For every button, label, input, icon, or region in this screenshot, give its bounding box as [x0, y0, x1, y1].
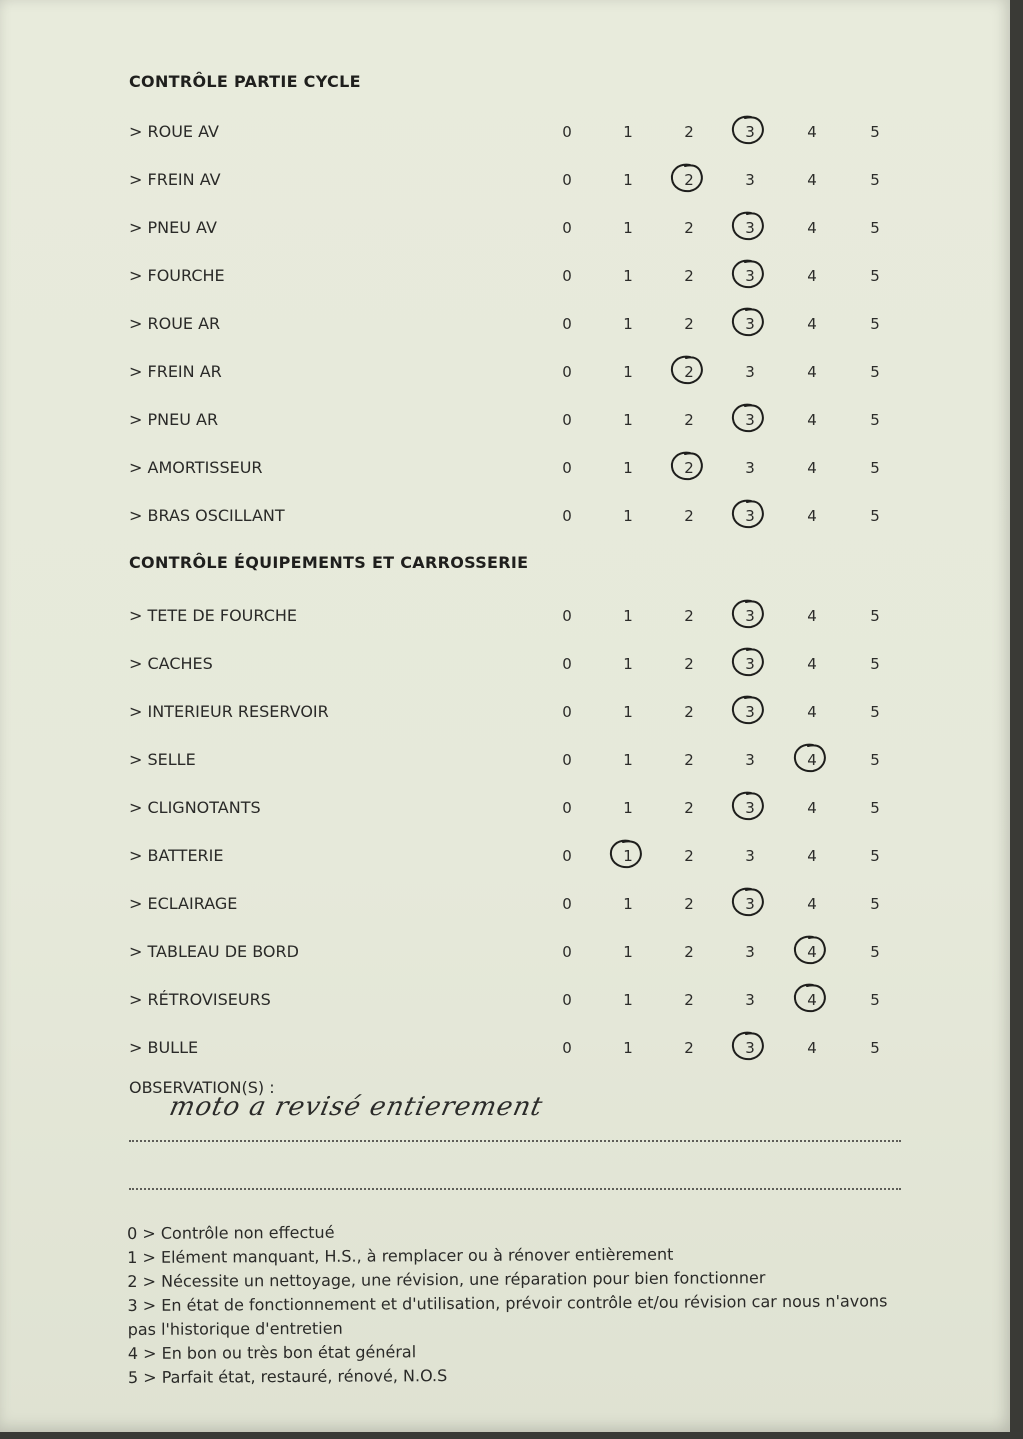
rating-option-value: 4	[807, 607, 817, 625]
rating-option-value: 1	[623, 411, 633, 429]
rating-option-value: 1	[623, 991, 633, 1009]
rating-option-value: 2	[684, 703, 694, 721]
rating-option-value: 3	[745, 655, 755, 673]
rating-option-4[interactable]	[797, 168, 827, 192]
rating-option-value: 3	[745, 363, 755, 381]
rating-option-value: 1	[623, 459, 633, 477]
rating-option-4[interactable]	[797, 748, 827, 772]
row-fourche	[129, 262, 909, 292]
row-label: > ROUE AV	[129, 122, 219, 141]
rating-option-value: 1	[623, 895, 633, 913]
rating-option-value: 2	[684, 459, 694, 477]
rating-option-value: 3	[745, 507, 755, 525]
rating-option-4[interactable]	[797, 456, 827, 480]
rating-option-5[interactable]	[860, 988, 890, 1012]
rating-option-5[interactable]	[860, 748, 890, 772]
rating-option-value: 5	[870, 411, 880, 429]
row-label: > ECLAIRAGE	[129, 894, 238, 913]
rating-option-value: 0	[562, 703, 572, 721]
rating-option-1[interactable]	[613, 168, 643, 192]
rating-option-4[interactable]	[797, 264, 827, 288]
rating-option-value: 0	[562, 171, 572, 189]
rating-option-value: 3	[745, 991, 755, 1009]
row-label: > BULLE	[129, 1038, 199, 1057]
rating-option-value: 3	[745, 1039, 755, 1057]
rating-option-value: 3	[745, 123, 755, 141]
rating-option-value: 4	[807, 655, 817, 673]
rating-option-1[interactable]	[613, 940, 643, 964]
rating-option-2[interactable]	[674, 652, 704, 676]
rating-option-0[interactable]	[552, 892, 582, 916]
rating-option-value: 4	[807, 703, 817, 721]
rating-option-3[interactable]	[735, 652, 765, 676]
row-label: > SELLE	[129, 750, 196, 769]
rating-option-4[interactable]	[797, 360, 827, 384]
row-label: > PNEU AV	[129, 218, 217, 237]
rating-option-value: 4	[807, 943, 817, 961]
rating-option-value: 0	[562, 363, 572, 381]
rating-option-value: 4	[807, 507, 817, 525]
rating-option-0[interactable]	[552, 1036, 582, 1060]
rating-option-0[interactable]	[552, 652, 582, 676]
rating-option-value: 1	[623, 123, 633, 141]
rating-option-4[interactable]	[797, 604, 827, 628]
section-title-cycle: CONTRÔLE PARTIE CYCLE	[129, 72, 361, 91]
rating-option-3[interactable]	[735, 168, 765, 192]
rating-option-2[interactable]	[674, 504, 704, 528]
row-batterie	[129, 842, 909, 872]
rating-option-value: 1	[623, 943, 633, 961]
rating-option-2[interactable]	[674, 796, 704, 820]
rating-option-4[interactable]	[797, 652, 827, 676]
rating-option-value: 1	[623, 315, 633, 333]
rating-option-1[interactable]	[613, 312, 643, 336]
rating-option-value: 0	[562, 943, 572, 961]
rating-option-value: 1	[623, 607, 633, 625]
rating-option-value: 0	[562, 267, 572, 285]
rating-option-3[interactable]	[735, 892, 765, 916]
row-pneu-ar	[129, 406, 909, 436]
row-bulle	[129, 1034, 909, 1064]
observations-label: OBSERVATION(S) :	[129, 1078, 275, 1097]
rating-option-5[interactable]	[860, 264, 890, 288]
rating-option-value: 4	[807, 363, 817, 381]
rating-option-4[interactable]	[797, 312, 827, 336]
rating-option-value: 4	[807, 171, 817, 189]
rating-option-value: 4	[807, 991, 817, 1009]
rating-option-value: 1	[623, 507, 633, 525]
rating-option-value: 5	[870, 219, 880, 237]
row-tete-de-fourche	[129, 602, 909, 632]
rating-option-5[interactable]	[860, 1036, 890, 1060]
rating-option-value: 3	[745, 943, 755, 961]
observations-line-2	[129, 1186, 901, 1190]
rating-option-2[interactable]	[674, 892, 704, 916]
rating-option-2[interactable]	[674, 216, 704, 240]
rating-option-4[interactable]	[797, 408, 827, 432]
rating-option-value: 2	[684, 751, 694, 769]
rating-option-value: 1	[623, 363, 633, 381]
rating-option-value: 2	[684, 411, 694, 429]
rating-option-1[interactable]	[613, 796, 643, 820]
rating-option-5[interactable]	[860, 652, 890, 676]
row-bras-oscillant	[129, 502, 909, 532]
row-label: > AMORTISSEUR	[129, 458, 263, 477]
rating-option-value: 0	[562, 751, 572, 769]
rating-option-3[interactable]	[735, 120, 765, 144]
rating-option-value: 1	[623, 267, 633, 285]
rating-option-0[interactable]	[552, 408, 582, 432]
row-label: > TABLEAU DE BORD	[129, 942, 299, 961]
rating-option-value: 5	[870, 943, 880, 961]
rating-option-value: 0	[562, 655, 572, 673]
legend-item-3: 3 > En état de fonctionnement et d'utilisation, prévoir contrôle et/ou révision car nous n'avons pas l'historique d'entretien	[127, 1291, 888, 1339]
rating-option-value: 5	[870, 847, 880, 865]
rating-option-value: 5	[870, 1039, 880, 1057]
rating-option-3[interactable]	[735, 988, 765, 1012]
rating-option-4[interactable]	[797, 700, 827, 724]
row-label: > ROUE AR	[129, 314, 221, 333]
rating-option-3[interactable]	[735, 604, 765, 628]
rating-option-value: 4	[807, 315, 817, 333]
row-label: > BRAS OSCILLANT	[129, 506, 285, 525]
rating-option-value: 0	[562, 847, 572, 865]
rating-option-1[interactable]	[613, 844, 643, 868]
rating-option-3[interactable]	[735, 748, 765, 772]
rating-option-1[interactable]	[613, 120, 643, 144]
rating-option-value: 0	[562, 219, 572, 237]
rating-option-value: 4	[807, 267, 817, 285]
rating-option-5[interactable]	[860, 940, 890, 964]
rating-option-value: 5	[870, 459, 880, 477]
rating-option-3[interactable]	[735, 1036, 765, 1060]
rating-option-3[interactable]	[735, 844, 765, 868]
rating-option-value: 2	[684, 943, 694, 961]
rating-option-value: 5	[870, 363, 880, 381]
rating-option-0[interactable]	[552, 796, 582, 820]
rating-option-1[interactable]	[613, 988, 643, 1012]
rating-option-4[interactable]	[797, 988, 827, 1012]
rating-option-value: 3	[745, 799, 755, 817]
rating-option-value: 2	[684, 507, 694, 525]
rating-option-1[interactable]	[613, 1036, 643, 1060]
rating-option-value: 5	[870, 655, 880, 673]
rating-option-2[interactable]	[674, 360, 704, 384]
row-caches	[129, 650, 909, 680]
rating-option-value: 0	[562, 411, 572, 429]
rating-option-value: 3	[745, 847, 755, 865]
rating-option-value: 5	[870, 607, 880, 625]
row-frein-av	[129, 166, 909, 196]
rating-option-value: 2	[684, 991, 694, 1009]
rating-option-value: 5	[870, 703, 880, 721]
rating-option-2[interactable]	[674, 1036, 704, 1060]
rating-option-value: 5	[870, 799, 880, 817]
rating-option-4[interactable]	[797, 1036, 827, 1060]
rating-option-4[interactable]	[797, 844, 827, 868]
legend-item-4: 4 > En bon ou très bon état général	[127, 1342, 417, 1363]
section-title-equipment: CONTRÔLE ÉQUIPEMENTS ET CARROSSERIE	[129, 553, 529, 572]
rating-option-2[interactable]	[674, 456, 704, 480]
rating-option-value: 3	[745, 703, 755, 721]
rating-legend	[127, 1217, 908, 1390]
rating-option-3[interactable]	[735, 504, 765, 528]
row-label: > CACHES	[129, 654, 213, 673]
row-clignotants	[129, 794, 909, 824]
rating-option-0[interactable]	[552, 360, 582, 384]
rating-option-5[interactable]	[860, 216, 890, 240]
observations-handwritten-text: moto a revisé entierement	[166, 1092, 546, 1122]
row-amortisseur	[129, 454, 909, 484]
rating-option-2[interactable]	[674, 408, 704, 432]
row-tableau-de-bord	[129, 938, 909, 968]
rating-option-5[interactable]	[860, 456, 890, 480]
rating-option-5[interactable]	[860, 312, 890, 336]
rating-option-5[interactable]	[860, 700, 890, 724]
row-eclairage	[129, 890, 909, 920]
rating-option-value: 3	[745, 751, 755, 769]
rating-option-value: 2	[684, 171, 694, 189]
row-label: > TETE DE FOURCHE	[129, 606, 297, 625]
rating-option-5[interactable]	[860, 120, 890, 144]
rating-option-value: 0	[562, 991, 572, 1009]
rating-option-value: 4	[807, 751, 817, 769]
row-label: > FOURCHE	[129, 266, 225, 285]
rating-option-value: 0	[562, 1039, 572, 1057]
rating-option-0[interactable]	[552, 988, 582, 1012]
rating-option-4[interactable]	[797, 892, 827, 916]
rating-option-0[interactable]	[552, 504, 582, 528]
rating-option-value: 4	[807, 411, 817, 429]
rating-option-value: 3	[745, 219, 755, 237]
rating-option-3[interactable]	[735, 312, 765, 336]
rating-option-4[interactable]	[797, 216, 827, 240]
rating-option-value: 2	[684, 267, 694, 285]
rating-option-1[interactable]	[613, 604, 643, 628]
rating-option-1[interactable]	[613, 408, 643, 432]
rating-option-2[interactable]	[674, 748, 704, 772]
rating-option-value: 5	[870, 171, 880, 189]
rating-option-0[interactable]	[552, 312, 582, 336]
rating-option-1[interactable]	[613, 748, 643, 772]
rating-option-1[interactable]	[613, 360, 643, 384]
rating-option-value: 2	[684, 655, 694, 673]
rating-option-4[interactable]	[797, 940, 827, 964]
rating-option-5[interactable]	[860, 796, 890, 820]
rating-option-value: 5	[870, 123, 880, 141]
rating-option-value: 5	[870, 315, 880, 333]
rating-option-value: 1	[623, 171, 633, 189]
rating-option-5[interactable]	[860, 360, 890, 384]
rating-option-0[interactable]	[552, 700, 582, 724]
rating-option-value: 0	[562, 123, 572, 141]
rating-option-value: 4	[807, 847, 817, 865]
rating-option-3[interactable]	[735, 264, 765, 288]
rating-option-value: 4	[807, 895, 817, 913]
row-label: > CLIGNOTANTS	[129, 798, 261, 817]
rating-option-value: 0	[562, 507, 572, 525]
rating-option-0[interactable]	[552, 264, 582, 288]
rating-option-2[interactable]	[674, 120, 704, 144]
rating-option-0[interactable]	[552, 216, 582, 240]
rating-option-1[interactable]	[613, 216, 643, 240]
row-label: > FREIN AR	[129, 362, 222, 381]
rating-option-value: 2	[684, 363, 694, 381]
rating-option-value: 4	[807, 799, 817, 817]
rating-option-1[interactable]	[613, 652, 643, 676]
rating-option-1[interactable]	[613, 700, 643, 724]
rating-option-5[interactable]	[860, 892, 890, 916]
rating-option-value: 0	[562, 895, 572, 913]
rating-option-value: 2	[684, 123, 694, 141]
rating-option-value: 5	[870, 267, 880, 285]
row-interieur-reservoir	[129, 698, 909, 728]
row-roue-av	[129, 118, 909, 148]
rating-option-value: 4	[807, 459, 817, 477]
rating-option-value: 0	[562, 799, 572, 817]
legend-item-2: 2 > Nécessite un nettoyage, une révision, une réparation pour bien fonctionner	[127, 1268, 766, 1291]
rating-option-0[interactable]	[552, 168, 582, 192]
rating-option-0[interactable]	[552, 940, 582, 964]
rating-option-0[interactable]	[552, 120, 582, 144]
rating-option-value: 3	[745, 315, 755, 333]
rating-option-3[interactable]	[735, 408, 765, 432]
rating-option-3[interactable]	[735, 360, 765, 384]
legend-item-0: 0 > Contrôle non effectué	[127, 1222, 335, 1243]
rating-option-0[interactable]	[552, 456, 582, 480]
rating-option-0[interactable]	[552, 844, 582, 868]
row-label: > PNEU AR	[129, 410, 219, 429]
rating-option-value: 3	[745, 459, 755, 477]
rating-option-2[interactable]	[674, 988, 704, 1012]
rating-option-value: 5	[870, 895, 880, 913]
rating-option-2[interactable]	[674, 168, 704, 192]
row-frein-ar	[129, 358, 909, 388]
rating-option-value: 1	[623, 655, 633, 673]
rating-option-value: 2	[684, 895, 694, 913]
rating-option-value: 3	[745, 267, 755, 285]
rating-option-1[interactable]	[613, 264, 643, 288]
rating-option-value: 1	[623, 847, 633, 865]
rating-option-2[interactable]	[674, 312, 704, 336]
rating-option-1[interactable]	[613, 504, 643, 528]
rating-option-3[interactable]	[735, 940, 765, 964]
rating-option-0[interactable]	[552, 748, 582, 772]
row-label: > FREIN AV	[129, 170, 221, 189]
rating-option-value: 0	[562, 607, 572, 625]
observations-line-1	[129, 1138, 901, 1142]
rating-option-2[interactable]	[674, 264, 704, 288]
rating-option-value: 1	[623, 1039, 633, 1057]
rating-option-3[interactable]	[735, 216, 765, 240]
rating-option-4[interactable]	[797, 796, 827, 820]
rating-option-2[interactable]	[674, 604, 704, 628]
rating-option-3[interactable]	[735, 456, 765, 480]
rating-option-value: 4	[807, 1039, 817, 1057]
rating-option-4[interactable]	[797, 504, 827, 528]
rating-option-3[interactable]	[735, 700, 765, 724]
rating-option-1[interactable]	[613, 892, 643, 916]
rating-option-5[interactable]	[860, 844, 890, 868]
legend-item-5: 5 > Parfait état, restauré, rénové, N.O.S	[127, 1366, 448, 1387]
row-selle	[129, 746, 909, 776]
row-roue-ar	[129, 310, 909, 340]
row-pneu-av	[129, 214, 909, 244]
rating-option-0[interactable]	[552, 604, 582, 628]
rating-option-value: 3	[745, 895, 755, 913]
rating-option-value: 0	[562, 459, 572, 477]
rating-option-value: 4	[807, 219, 817, 237]
rating-option-value: 1	[623, 703, 633, 721]
rating-option-value: 3	[745, 411, 755, 429]
rating-option-value: 1	[623, 799, 633, 817]
rating-option-value: 3	[745, 607, 755, 625]
rating-option-3[interactable]	[735, 796, 765, 820]
rating-option-5[interactable]	[860, 604, 890, 628]
rating-option-value: 2	[684, 607, 694, 625]
rating-option-value: 0	[562, 315, 572, 333]
rating-option-value: 5	[870, 507, 880, 525]
rating-option-4[interactable]	[797, 120, 827, 144]
row-label: > INTERIEUR RESERVOIR	[129, 702, 329, 721]
rating-option-value: 3	[745, 171, 755, 189]
rating-option-value: 2	[684, 315, 694, 333]
rating-option-value: 2	[684, 847, 694, 865]
row-retroviseurs	[129, 986, 909, 1016]
row-label: > BATTERIE	[129, 846, 224, 865]
rating-option-value: 1	[623, 751, 633, 769]
rating-option-value: 1	[623, 219, 633, 237]
rating-option-value: 2	[684, 1039, 694, 1057]
rating-option-2[interactable]	[674, 940, 704, 964]
rating-option-5[interactable]	[860, 504, 890, 528]
legend-item-1: 1 > Elément manquant, H.S., à remplacer ou à rénover entièrement	[127, 1244, 674, 1267]
rating-option-1[interactable]	[613, 456, 643, 480]
row-label: > RÉTROVISEURS	[129, 990, 271, 1009]
rating-option-5[interactable]	[860, 408, 890, 432]
rating-option-value: 5	[870, 751, 880, 769]
rating-option-5[interactable]	[860, 168, 890, 192]
rating-option-2[interactable]	[674, 700, 704, 724]
rating-option-value: 5	[870, 991, 880, 1009]
rating-option-value: 4	[807, 123, 817, 141]
rating-option-2[interactable]	[674, 844, 704, 868]
rating-option-value: 2	[684, 799, 694, 817]
rating-option-value: 2	[684, 219, 694, 237]
